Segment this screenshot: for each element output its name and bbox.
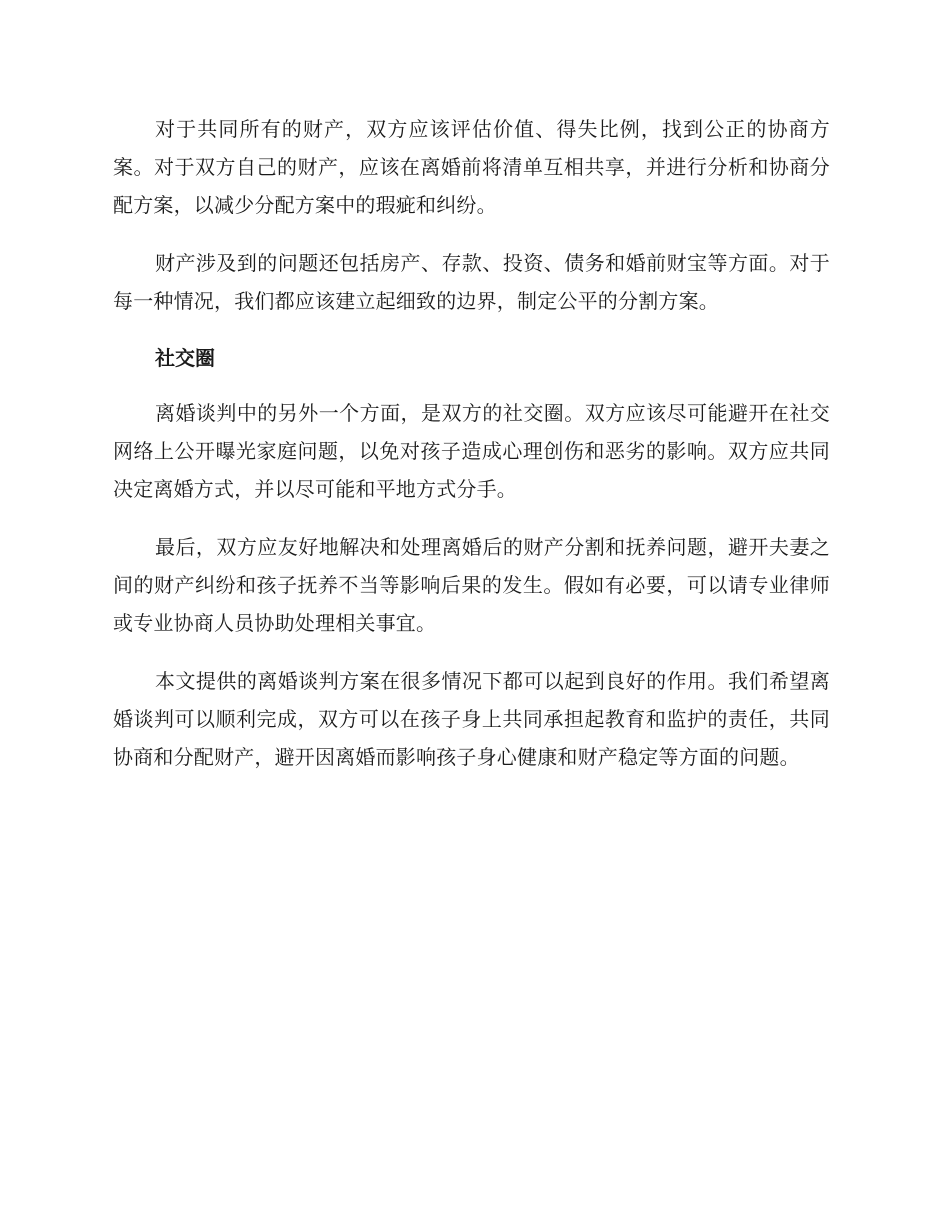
- paragraph-shared-property: 对于共同所有的财产，双方应该评估价值、得失比例，找到公正的协商方案。对于双方自己的财产，应该在离婚前将清单互相共享，并进行分析和协商分配方案，以减少分配方案中的瑕疵和纠纷。: [113, 117, 830, 217]
- paragraph-property-issues: 财产涉及到的问题还包括房产、存款、投资、债务和婚前财宝等方面。对于每一种情况，我们都应该建立起细致的边界，制定公平的分割方案。: [113, 251, 830, 313]
- section-heading-social-circle: 社交圈: [155, 346, 215, 370]
- paragraph-conclusion: 本文提供的离婚谈判方案在很多情况下都可以起到良好的作用。我们希望离婚谈判可以顺利完成，双方可以在孩子身上共同承担起教育和监护的责任，共同协商和分配财产，避开因离婚而影响孩子身心健康和财产稳定等方面的问题。: [113, 669, 830, 769]
- paragraph-post-divorce: 最后，双方应友好地解决和处理离婚后的财产分割和抚养问题，避开夫妻之间的财产纠纷和孩子抚养不当等影响后果的发生。假如有必要，可以请专业律师或专业协商人员协助处理相关事宜。: [113, 535, 830, 635]
- document-page: [113, 110, 830, 796]
- paragraph-social-circle: 离婚谈判中的另外一个方面，是双方的社交圈。双方应该尽可能避开在社交网络上公开曝光家庭问题，以免对孩子造成心理创伤和恶劣的影响。双方应共同决定离婚方式，并以尽可能和平地方式分手。: [113, 401, 830, 501]
